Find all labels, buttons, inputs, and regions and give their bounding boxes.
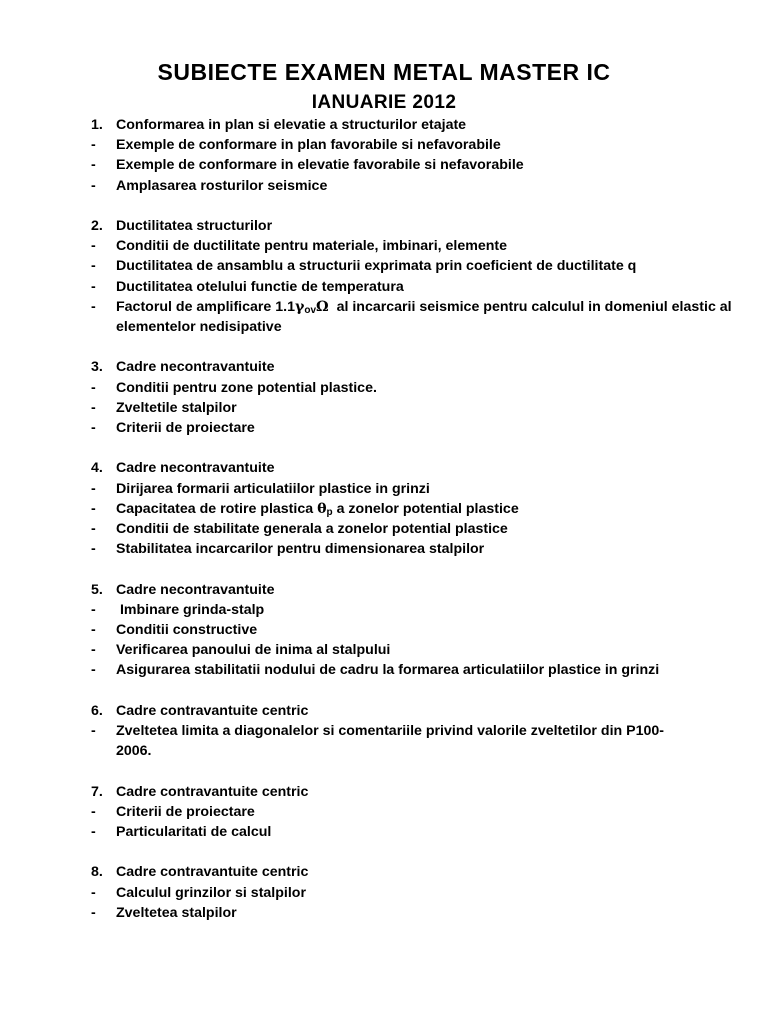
section-heading: Cadre necontravantuite bbox=[116, 359, 275, 376]
list-item-text: Conditii constructive bbox=[116, 622, 258, 639]
bullet-dash: - bbox=[91, 157, 96, 174]
bullet-dash: - bbox=[91, 137, 96, 154]
list-item-text bbox=[116, 297, 751, 337]
list-item bbox=[91, 277, 751, 297]
factor-suffix: al incarcarii seismice pentru calculul in domeniul elastic al elementelor nedisipative bbox=[116, 298, 736, 336]
section-number: 4. bbox=[91, 460, 103, 477]
section-number: 8. bbox=[91, 864, 103, 881]
list-item-text: Particularitati de calcul bbox=[116, 824, 272, 841]
bullet-dash: - bbox=[91, 803, 96, 820]
section-heading: Ductilitatea structurilor bbox=[116, 218, 273, 234]
document-subtitle: IANUARIE 2012 bbox=[311, 92, 457, 113]
section-number: 7. bbox=[91, 783, 103, 800]
list-item bbox=[91, 660, 751, 680]
subject-section-3 bbox=[91, 357, 751, 438]
section-heading: Cadre contravantuite centric bbox=[116, 783, 309, 800]
subject-section-8 bbox=[91, 862, 751, 923]
list-item bbox=[91, 236, 751, 256]
theta-symbol: θ bbox=[317, 500, 327, 517]
list-item bbox=[91, 903, 751, 923]
list-item bbox=[91, 539, 751, 559]
subject-list bbox=[91, 115, 751, 943]
bullet-dash: - bbox=[91, 480, 96, 497]
list-item bbox=[91, 640, 751, 660]
section-heading: Conformarea in plan si elevatie a structurilor etajate bbox=[116, 117, 467, 133]
section-heading-row bbox=[91, 701, 751, 721]
list-item bbox=[91, 378, 751, 398]
bullet-dash: - bbox=[91, 177, 96, 194]
list-item bbox=[91, 418, 751, 438]
list-item-text: Conditii de stabilitate generala a zonelor potential plastice bbox=[116, 521, 508, 538]
theta-suffix: a zonelor potential plastice bbox=[332, 500, 519, 517]
section-number: 1. bbox=[91, 117, 103, 133]
section-heading-row bbox=[91, 357, 751, 377]
list-item-text: Exemple de conformare in elevatie favorabile si nefavorabile bbox=[116, 157, 524, 174]
list-item bbox=[91, 600, 751, 620]
theta-prefix: Capacitatea de rotire plastica bbox=[116, 500, 318, 517]
list-item bbox=[91, 620, 751, 640]
list-item-text: Amplasarea rosturilor seismice bbox=[116, 177, 328, 194]
list-item-text: Ductilitatea de ansamblu a structurii exprimata prin coeficient de ductilitate q bbox=[116, 258, 637, 275]
bullet-dash: - bbox=[91, 298, 96, 315]
section-heading-row bbox=[91, 115, 751, 135]
section-number: 3. bbox=[91, 359, 103, 376]
list-item-text bbox=[116, 499, 751, 519]
list-item-text: Exemple de conformare in plan favorabile si nefavorabile bbox=[116, 137, 501, 154]
bullet-dash: - bbox=[91, 662, 96, 679]
section-heading: Cadre contravantuite centric bbox=[116, 864, 309, 881]
list-item-text: Criterii de proiectare bbox=[116, 420, 255, 437]
list-item bbox=[91, 822, 751, 842]
section-number: 6. bbox=[91, 702, 103, 719]
bullet-dash: - bbox=[91, 278, 96, 295]
section-heading-row bbox=[91, 862, 751, 882]
theta-subscript: p bbox=[326, 506, 333, 518]
list-item bbox=[91, 256, 751, 276]
omega-symbol: Ω bbox=[316, 298, 329, 315]
bullet-dash: - bbox=[91, 238, 96, 255]
list-item-text: Dirijarea formarii articulatiilor plastice in grinzi bbox=[116, 480, 430, 497]
bullet-dash: - bbox=[91, 379, 96, 396]
bullet-dash: - bbox=[91, 258, 96, 275]
list-item-text: Ductilitatea otelului functie de temperatura bbox=[116, 278, 404, 295]
list-item-text: Criterii de proiectare bbox=[116, 803, 255, 820]
list-item-text: Calculul grinzilor si stalpilor bbox=[116, 884, 306, 901]
bullet-dash: - bbox=[91, 622, 96, 639]
section-number: 2. bbox=[91, 218, 103, 234]
list-item-text: Asigurarea stabilitatii nodului de cadru la formarea articulatiilor plastice in grinzi bbox=[116, 662, 660, 679]
factor-prefix: Factorul de amplificare 1.1 bbox=[116, 298, 295, 315]
bullet-dash: - bbox=[91, 824, 96, 841]
list-item bbox=[91, 499, 751, 519]
list-item-text: Conditii de ductilitate pentru materiale, imbinari, elemente bbox=[116, 238, 508, 255]
bullet-dash: - bbox=[91, 500, 96, 517]
bullet-dash: - bbox=[91, 399, 96, 416]
list-item-text: Stabilitatea incarcarilor pentru dimensionarea stalpilor bbox=[116, 541, 485, 558]
list-item bbox=[91, 519, 751, 539]
list-item-text: Conditii pentru zone potential plastice. bbox=[116, 379, 377, 396]
section-number: 5. bbox=[91, 581, 103, 598]
subject-section-4 bbox=[91, 458, 751, 559]
list-item bbox=[91, 398, 751, 418]
section-heading-row bbox=[91, 580, 751, 600]
subject-section-7 bbox=[91, 782, 751, 843]
list-item bbox=[91, 135, 751, 155]
list-item bbox=[91, 176, 751, 196]
section-heading: Cadre necontravantuite bbox=[116, 460, 275, 477]
section-heading: Cadre necontravantuite bbox=[116, 581, 275, 598]
bullet-dash: - bbox=[91, 723, 96, 740]
section-heading-row bbox=[91, 782, 751, 802]
list-item bbox=[91, 883, 751, 903]
list-item-text: Zveltetea stalpilor bbox=[116, 904, 237, 921]
bullet-dash: - bbox=[91, 521, 96, 538]
subject-section-2 bbox=[91, 216, 751, 337]
section-heading: Cadre contravantuite centric bbox=[116, 702, 309, 719]
list-item bbox=[91, 479, 751, 499]
bullet-dash: - bbox=[91, 884, 96, 901]
list-item bbox=[91, 155, 751, 175]
section-heading-row bbox=[91, 216, 751, 236]
list-item-text: Zveltetile stalpilor bbox=[116, 399, 237, 416]
bullet-dash: - bbox=[91, 601, 96, 618]
list-item-text: Verificarea panoului de inima al stalpului bbox=[116, 642, 391, 659]
document-title: SUBIECTE EXAMEN METAL MASTER IC bbox=[157, 59, 611, 85]
subject-section-5 bbox=[91, 580, 751, 681]
gamma-subscript: ov bbox=[304, 304, 317, 316]
list-item-text: Zveltetea limita a diagonalelor si comentariile privind valorile zveltetilor din P100-2006. bbox=[116, 723, 664, 760]
subject-section-1 bbox=[91, 115, 751, 196]
bullet-dash: - bbox=[91, 541, 96, 558]
subject-section-6 bbox=[91, 701, 751, 762]
bullet-dash: - bbox=[91, 904, 96, 921]
list-item bbox=[91, 721, 751, 761]
list-item-text: Imbinare grinda-stalp bbox=[116, 601, 265, 618]
list-item bbox=[91, 802, 751, 822]
bullet-dash: - bbox=[91, 420, 96, 437]
bullet-dash: - bbox=[91, 642, 96, 659]
section-heading-row bbox=[91, 458, 751, 478]
list-item bbox=[91, 297, 751, 337]
gamma-symbol: γ bbox=[295, 298, 305, 315]
